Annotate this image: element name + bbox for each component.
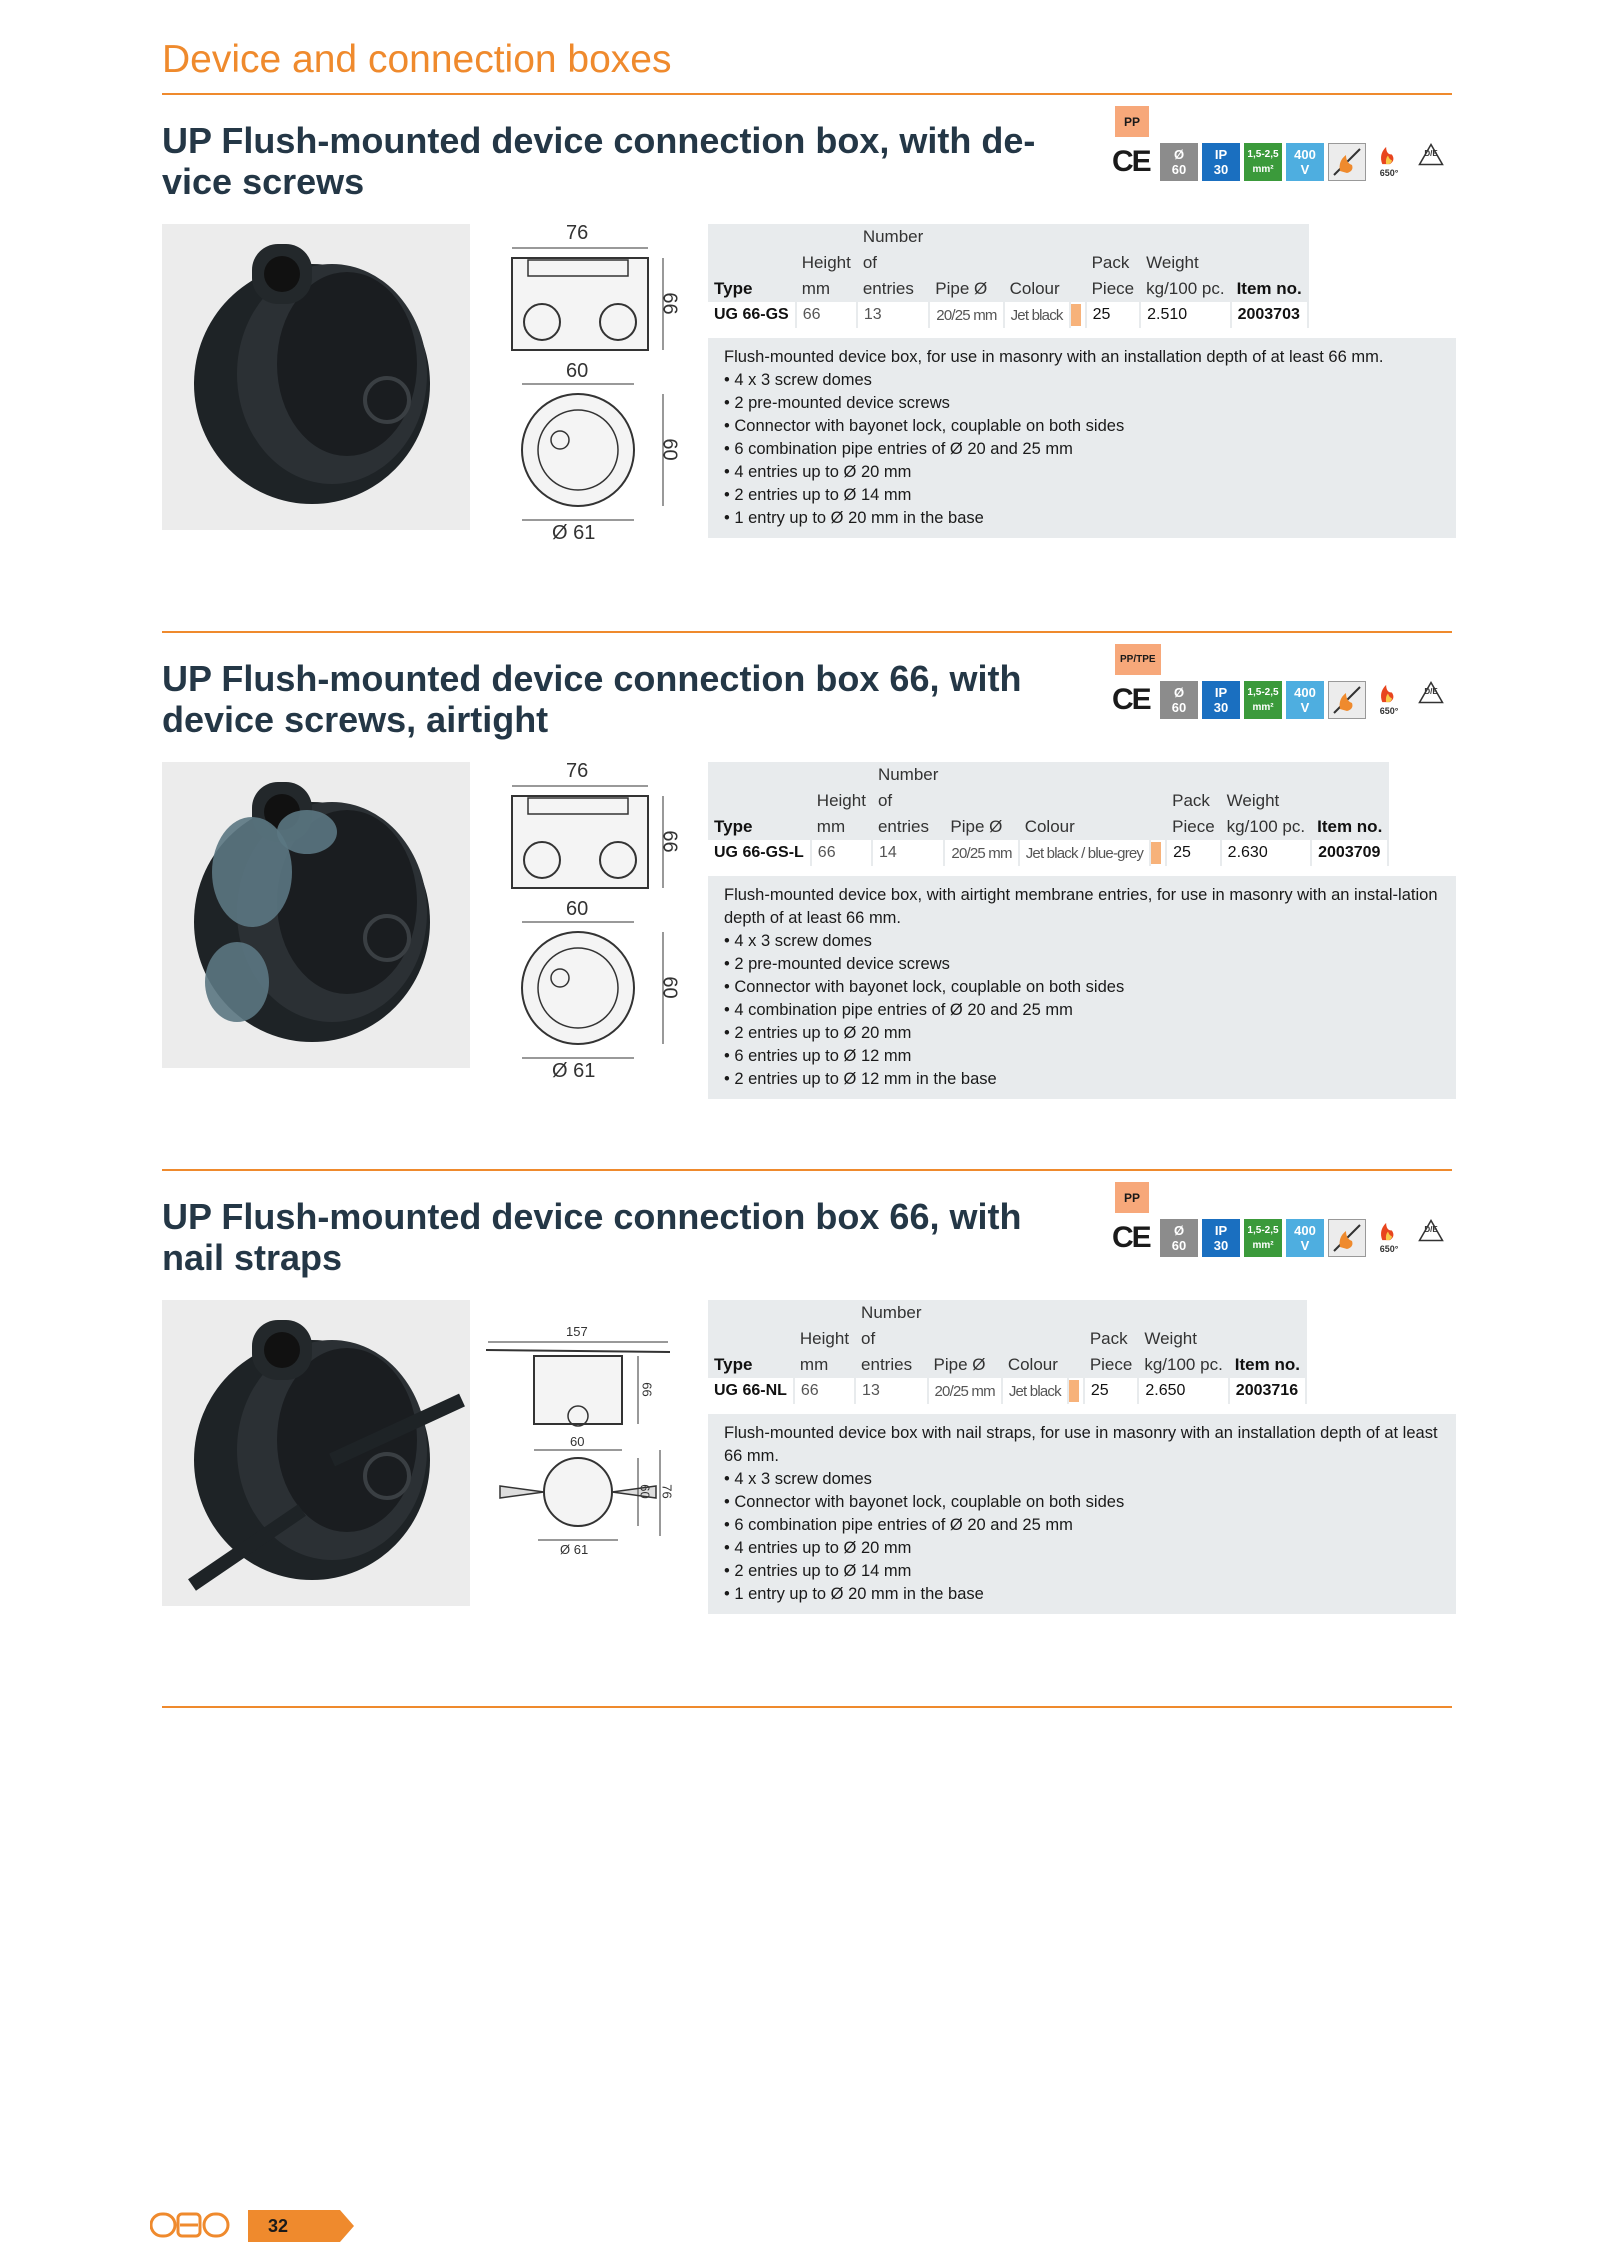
cell-type: UG 66-GS [708, 302, 796, 328]
diameter-icon [1160, 143, 1198, 181]
technical-drawing [478, 1296, 678, 1612]
list-item: • Connector with bayonet lock, couplable on both sides [724, 415, 1440, 438]
spec-table [708, 224, 1309, 328]
page-number-tab [248, 2210, 354, 2242]
glow-wire-icon [1370, 1219, 1408, 1257]
column-header: Pipe Ø [933, 1355, 986, 1374]
column-header: Colour [1009, 279, 1060, 298]
product-photo [162, 1300, 470, 1606]
product-title-line1: UP Flush-mounted device connection box, with de- [162, 120, 1036, 161]
column-header: Type [714, 279, 753, 298]
column-header: Colour [1024, 817, 1075, 836]
diameter-icon-symbol: Ø [1173, 147, 1185, 162]
glow-wire-icon [1370, 143, 1408, 181]
column-header: Number [861, 1303, 922, 1322]
voltage-value: 400 [1294, 147, 1316, 162]
list-item: • 4 entries up to Ø 20 mm [724, 461, 1440, 484]
technical-drawing [478, 758, 681, 1082]
obo-logo [150, 2212, 230, 2238]
table-row [708, 302, 1308, 328]
cell-colour: Jet black [1004, 302, 1070, 328]
colour-swatch [1070, 302, 1086, 328]
description-text: Flush-mounted device box, for use in masonry with an installation depth of at least 66 mm. [724, 348, 1384, 366]
list-item: • 2 entries up to Ø 12 mm in the base [724, 1068, 1440, 1091]
cell-pipe: 20/25 mm [929, 302, 1003, 328]
product-description [708, 1414, 1456, 1614]
column-header: mm [799, 1355, 829, 1374]
section-divider [162, 1706, 1452, 1708]
column-header: Pack [1089, 1329, 1128, 1348]
glow-wire-icon [1370, 681, 1408, 719]
column-header: of [877, 791, 893, 810]
product-title-line1: UP Flush-mounted device connection box 66, with [162, 1196, 1022, 1237]
spec-table [708, 1300, 1307, 1404]
dim-height2-label: 60 [637, 1484, 653, 1499]
colour-swatch [1068, 1378, 1084, 1404]
diameter-icon [1160, 681, 1198, 719]
cell-colour: Jet black [1002, 1378, 1068, 1404]
product-title [162, 658, 1082, 740]
description-text: Flush-mounted device box with nail straps, for use in masonry with an installation depth of at least 66 mm. [724, 1424, 1438, 1465]
material-badge: PP [1115, 106, 1149, 137]
product-description [708, 876, 1456, 1099]
cell-item: 2003716 [1229, 1378, 1306, 1404]
column-header: kg/100 pc. [1226, 817, 1306, 836]
dim-diameter-label: Ø 61 [560, 1542, 589, 1557]
list-item: • 4 x 3 screw domes [724, 930, 1440, 953]
voltage-icon [1286, 1219, 1324, 1257]
page-title: Device and connection boxes [162, 38, 672, 81]
ip-rating-label: IP [1214, 147, 1228, 162]
table-row [708, 840, 1388, 866]
dim-width-label: 76 [566, 222, 589, 244]
cell-type: UG 66-GS-L [708, 840, 811, 866]
ip-rating-label: IP [1214, 1223, 1228, 1238]
column-header: Weight [1146, 253, 1199, 272]
column-header: of [862, 253, 878, 272]
column-header: Piece [1089, 1355, 1133, 1374]
column-header: entries [877, 817, 929, 836]
cell-height: 66 [794, 1378, 855, 1404]
list-item: • 6 combination pipe entries of Ø 20 and 25 mm [724, 438, 1440, 461]
column-header: Height [816, 791, 866, 810]
certification-icons [1112, 142, 1450, 182]
ce-mark-icon: CE [1112, 683, 1150, 716]
colour-swatch-marker [1069, 1380, 1079, 1402]
column-header: mm [801, 279, 831, 298]
list-item: • 4 combination pipe entries of Ø 20 and 25 mm [724, 999, 1440, 1022]
cross-section-unit: mm² [1252, 164, 1274, 175]
diameter-icon [1160, 1219, 1198, 1257]
column-header: Pack [1091, 253, 1130, 272]
material-badge: PP/TPE [1115, 644, 1161, 675]
list-item: • Connector with bayonet lock, couplable on both sides [724, 976, 1440, 999]
list-item: • 2 pre-mounted device screws [724, 392, 1440, 415]
ce-mark-icon: CE [1112, 145, 1150, 178]
cell-type: UG 66-NL [708, 1378, 794, 1404]
dim-diameter-label: Ø 61 [552, 1060, 596, 1082]
column-header: kg/100 pc. [1146, 279, 1225, 298]
ip-rating-value: 30 [1213, 700, 1229, 715]
list-item: • 2 pre-mounted device screws [724, 953, 1440, 976]
list-item: • 2 entries up to Ø 14 mm [724, 1560, 1440, 1583]
voltage-unit: V [1300, 162, 1310, 177]
cell-weight: 2.510 [1140, 302, 1230, 328]
column-header: mm [816, 817, 846, 836]
voltage-icon [1286, 143, 1324, 181]
cell-height: 66 [811, 840, 872, 866]
glow-wire-temperature: 650° [1379, 168, 1399, 178]
technical-drawing [478, 220, 681, 544]
vde-label: D/E [1424, 1225, 1438, 1234]
cell-pack: 25 [1166, 840, 1221, 866]
column-header: Piece [1172, 817, 1215, 836]
ip-rating-icon [1202, 681, 1240, 719]
dim-height-label: 66 [639, 1382, 655, 1397]
column-header: Piece [1091, 279, 1135, 298]
header-rule [162, 93, 1452, 95]
ip-rating-value: 30 [1213, 162, 1229, 177]
dim-width2-label: 60 [566, 360, 589, 382]
section-divider [162, 1169, 1452, 1171]
cell-height: 66 [796, 302, 857, 328]
vde-label: D/E [1424, 149, 1438, 158]
column-header: kg/100 pc. [1144, 1355, 1223, 1374]
column-header: Type [714, 817, 753, 836]
list-item: • 4 x 3 screw domes [724, 1468, 1440, 1491]
cell-pack: 25 [1084, 1378, 1139, 1404]
dim-width-label: 76 [566, 760, 589, 782]
cross-section-icon [1244, 1219, 1282, 1257]
column-header: Number [877, 765, 939, 784]
diameter-icon-value: 60 [1171, 700, 1187, 715]
colour-swatch [1150, 840, 1166, 866]
cell-weight: 2.630 [1221, 840, 1311, 866]
vde-triangle-icon [1412, 681, 1450, 719]
cross-section-value: 1,5-2,5 [1247, 149, 1279, 160]
column-header: Pipe Ø [935, 279, 988, 298]
dim-height2-label: 60 [658, 438, 681, 461]
ip-rating-label: IP [1214, 685, 1228, 700]
list-item: • 1 entry up to Ø 20 mm in the base [724, 507, 1440, 530]
flame-retardant-icon [1328, 143, 1366, 181]
certification-icons [1112, 680, 1450, 720]
cell-entries: 13 [855, 1378, 927, 1404]
column-header: of [861, 1329, 876, 1348]
glow-wire-temperature: 650° [1379, 706, 1399, 716]
ip-rating-icon [1202, 143, 1240, 181]
table-row [708, 1378, 1306, 1404]
list-item: • 4 entries up to Ø 20 mm [724, 1537, 1440, 1560]
product-section [0, 654, 1600, 1178]
section-divider [162, 631, 1452, 633]
flame-retardant-icon [1328, 681, 1366, 719]
feature-list [724, 1468, 1440, 1606]
dim-height3-label: 76 [659, 1484, 675, 1499]
cross-section-icon [1244, 681, 1282, 719]
voltage-value: 400 [1294, 685, 1316, 700]
cross-section-value: 1,5-2,5 [1247, 687, 1279, 698]
feature-list [724, 369, 1440, 530]
cell-colour: Jet black / blue-grey [1019, 840, 1150, 866]
material-badge: PP [1115, 1182, 1149, 1213]
list-item: • 1 entry up to Ø 20 mm in the base [724, 1583, 1440, 1606]
certification-icons [1112, 1218, 1450, 1258]
diameter-icon-symbol: Ø [1173, 1223, 1185, 1238]
column-header: entries [862, 279, 914, 298]
dim-height2-label: 60 [658, 976, 681, 999]
diameter-icon-symbol: Ø [1173, 685, 1185, 700]
column-header: Colour [1007, 1355, 1058, 1374]
dim-height-label: 66 [658, 830, 681, 853]
product-section [0, 114, 1600, 640]
cell-pipe: 20/25 mm [944, 840, 1018, 866]
product-description [708, 338, 1456, 538]
dim-diameter-label: Ø 61 [552, 522, 596, 544]
product-title-line2: nail straps [162, 1237, 343, 1278]
column-header: Height [799, 1329, 850, 1348]
flame-retardant-icon [1328, 1219, 1366, 1257]
glow-wire-temperature: 650° [1379, 1244, 1399, 1254]
colour-swatch-marker [1151, 842, 1161, 864]
product-photo [162, 224, 470, 530]
column-header: Item no. [1317, 817, 1383, 836]
colour-swatch-marker [1071, 304, 1081, 326]
dim-width-label: 157 [566, 1324, 588, 1339]
product-title [162, 1196, 1082, 1278]
cell-entries: 13 [857, 302, 929, 328]
cross-section-unit: mm² [1252, 702, 1274, 713]
product-title-line1: UP Flush-mounted device connection box 66, with [162, 658, 1022, 699]
cross-section-unit: mm² [1252, 1240, 1274, 1251]
product-title-line2: vice screws [162, 161, 365, 202]
cell-pipe: 20/25 mm [928, 1378, 1002, 1404]
cell-item: 2003703 [1231, 302, 1308, 328]
cell-item: 2003709 [1311, 840, 1388, 866]
product-title [162, 120, 1082, 202]
column-header: Item no. [1234, 1355, 1300, 1374]
diameter-icon-value: 60 [1171, 162, 1187, 177]
vde-label: D/E [1424, 687, 1438, 696]
list-item: • Connector with bayonet lock, couplable on both sides [724, 1491, 1440, 1514]
column-header: Height [801, 253, 851, 272]
dim-width2-label: 60 [566, 898, 589, 920]
dim-width2-label: 60 [570, 1434, 585, 1449]
cell-entries: 14 [872, 840, 944, 866]
vde-triangle-icon [1412, 1219, 1450, 1257]
list-item: • 6 combination pipe entries of Ø 20 and 25 mm [724, 1514, 1440, 1537]
column-header: Item no. [1236, 279, 1302, 298]
diameter-icon-value: 60 [1171, 1238, 1187, 1253]
product-title-line2: device screws, airtight [162, 699, 549, 740]
voltage-unit: V [1300, 1238, 1310, 1253]
list-item: • 6 entries up to Ø 12 mm [724, 1045, 1440, 1068]
cross-section-value: 1,5-2,5 [1247, 1225, 1279, 1236]
product-photo [162, 762, 470, 1068]
column-header: entries [861, 1355, 913, 1374]
product-section [0, 1190, 1600, 1716]
voltage-icon [1286, 681, 1324, 719]
list-item: • 2 entries up to Ø 20 mm [724, 1022, 1440, 1045]
vde-triangle-icon [1412, 143, 1450, 181]
ce-mark-icon: CE [1112, 1221, 1150, 1254]
voltage-unit: V [1300, 700, 1310, 715]
list-item: • 2 entries up to Ø 14 mm [724, 484, 1440, 507]
column-header: Pipe Ø [950, 817, 1003, 836]
spec-table [708, 762, 1389, 866]
dim-height-label: 66 [658, 292, 681, 315]
voltage-value: 400 [1294, 1223, 1316, 1238]
list-item: • 4 x 3 screw domes [724, 369, 1440, 392]
page-number: 32 [268, 2216, 289, 2236]
description-text: Flush-mounted device box, with airtight membrane entries, for use in masonry with an instal-lation depth of at least 66 mm. [724, 886, 1438, 927]
feature-list [724, 930, 1440, 1091]
column-header: Type [714, 1355, 753, 1374]
column-header: Number [862, 227, 924, 246]
cross-section-icon [1244, 143, 1282, 181]
column-header: Pack [1172, 791, 1210, 810]
ip-rating-icon [1202, 1219, 1240, 1257]
column-header: Weight [1226, 791, 1280, 810]
ip-rating-value: 30 [1213, 1238, 1229, 1253]
cell-pack: 25 [1086, 302, 1141, 328]
cell-weight: 2.650 [1138, 1378, 1228, 1404]
column-header: Weight [1144, 1329, 1197, 1348]
